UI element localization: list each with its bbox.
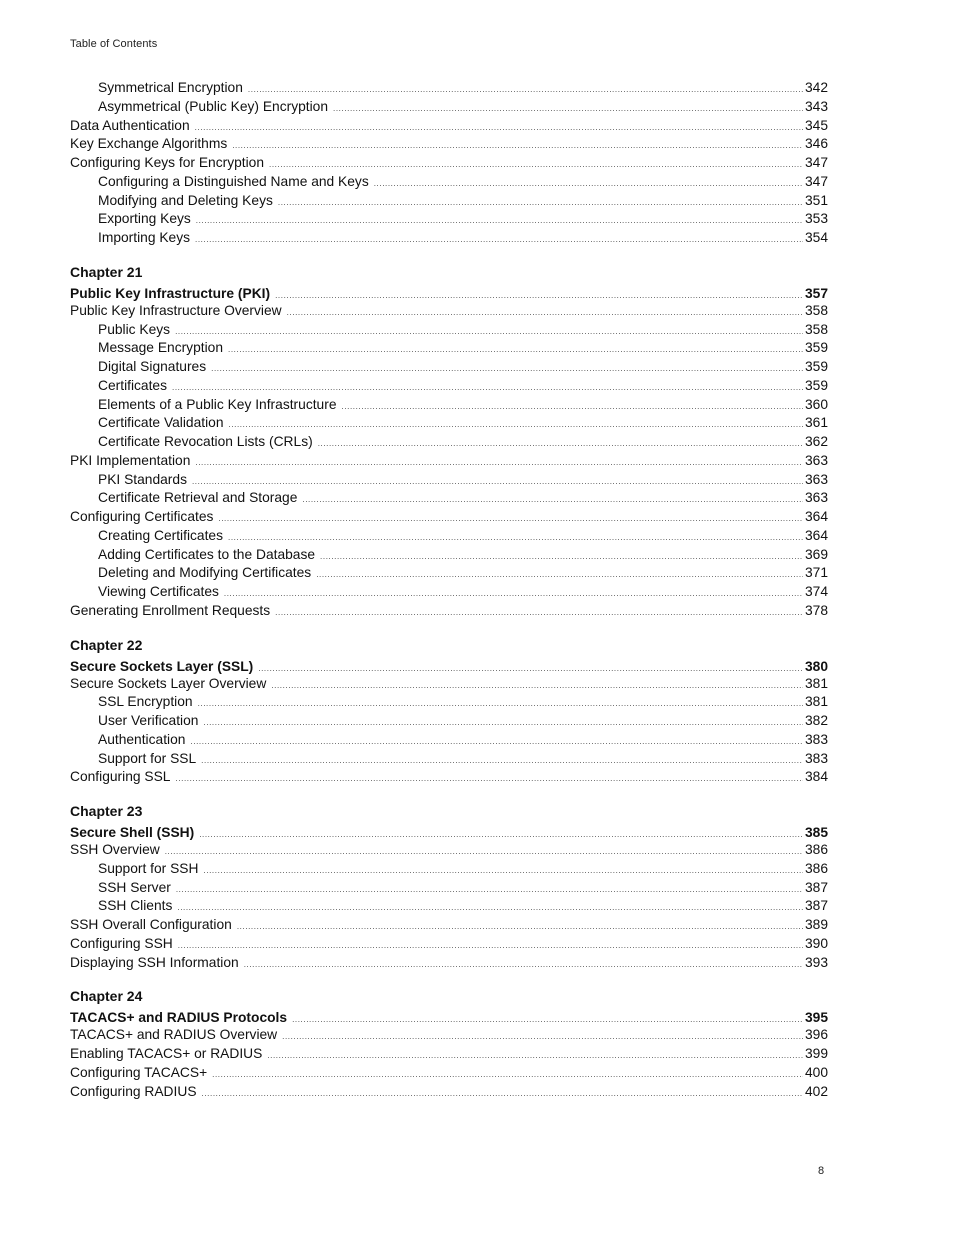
toc-entry-page: 364 [804, 509, 828, 524]
leader-dots [178, 937, 803, 956]
toc-entry-text: Certificates [98, 377, 168, 393]
toc-entry-page: 347 [804, 155, 828, 170]
leader-dots [316, 566, 803, 585]
toc-entry-page: 400 [804, 1064, 828, 1080]
toc-entry[interactable] [70, 750, 828, 769]
toc-entry-page: 390 [804, 935, 828, 951]
toc-entry-page: 383 [804, 750, 828, 766]
leader-dots [175, 323, 803, 342]
toc-entry-page: 364 [804, 527, 828, 543]
toc-entry-page: 386 [804, 860, 828, 876]
leader-dots [232, 137, 803, 156]
toc-entry[interactable] [70, 860, 828, 879]
leader-dots [282, 1028, 803, 1047]
toc-entry-text: Modifying and Deleting Keys [98, 192, 273, 208]
toc-entry[interactable] [70, 1026, 828, 1045]
toc-entry-text: Exporting Keys [98, 211, 191, 227]
toc-entry[interactable] [70, 527, 828, 546]
toc-entry[interactable] [70, 1045, 828, 1064]
toc-entry-text: Secure Sockets Layer Overview [70, 675, 267, 691]
toc-entry-page: 381 [804, 694, 828, 710]
toc-entry-text: Displaying SSH Information [70, 954, 239, 970]
toc-entry-page: 363 [804, 490, 828, 506]
toc-entry[interactable] [70, 583, 828, 602]
toc-entry[interactable] [70, 731, 828, 750]
toc-entry[interactable] [70, 675, 828, 694]
leader-dots [212, 1066, 803, 1085]
leader-dots [258, 661, 803, 677]
leader-dots [333, 100, 803, 119]
toc-entry[interactable] [70, 879, 828, 898]
toc-entry[interactable] [70, 192, 828, 211]
toc-entry-text: Deleting and Modifying Certificates [98, 565, 312, 581]
toc-entry[interactable] [70, 98, 828, 117]
toc-entry-text: Creating Certificates [98, 527, 223, 543]
leader-dots [177, 899, 803, 918]
toc-entry-page: 384 [804, 769, 828, 785]
chapter-page: 380 [804, 658, 828, 674]
chapter-label: Chapter 22 [70, 636, 143, 653]
leader-dots [275, 604, 803, 623]
toc-entry-text: Configuring Certificates [70, 509, 214, 524]
toc-entry-page: 347 [804, 173, 828, 189]
toc-entry[interactable] [70, 712, 828, 731]
toc-entry-text: Authentication [98, 731, 186, 747]
leader-dots [248, 81, 803, 100]
leader-dots [195, 119, 803, 138]
toc-entry-text: Public Key Infrastructure Overview [70, 302, 282, 318]
toc-entry[interactable] [70, 916, 828, 935]
toc-entry-text: Configuring Keys for Encryption [70, 155, 265, 170]
toc-entry[interactable] [70, 489, 828, 508]
toc-entry[interactable] [70, 173, 828, 192]
leader-dots [267, 1047, 803, 1066]
toc-entry-text: SSH Server [98, 879, 171, 895]
toc-entry-text: Elements of a Public Key Infrastructure [98, 396, 337, 412]
toc-entry-text: Message Encryption [98, 340, 224, 356]
toc-entry[interactable] [70, 452, 828, 471]
toc-entry-text: Digital Signatures [98, 359, 207, 374]
toc-entry-page: 345 [804, 117, 828, 133]
chapter-page: 395 [804, 1010, 828, 1026]
leader-dots [211, 360, 803, 379]
toc-entry-text: Certificate Revocation Lists (CRLs) [98, 434, 313, 449]
toc-entry-text: SSH Clients [98, 898, 173, 914]
toc-entry[interactable] [70, 414, 828, 433]
chapter-title: Public Key Infrastructure (PKI) [70, 285, 271, 301]
toc-entry-page: 362 [804, 434, 828, 449]
toc-entry[interactable] [70, 433, 828, 452]
toc-entry-text: Configuring a Distinguished Name and Keys [98, 173, 369, 189]
toc-entry-page: 343 [804, 98, 828, 114]
toc-entry-page: 353 [804, 211, 828, 227]
toc-entry-text: Certificate Retrieval and Storage [98, 490, 298, 506]
leader-dots [318, 435, 803, 454]
toc-entry-page: 360 [804, 396, 828, 412]
leader-dots [271, 677, 803, 696]
toc-entry-text: Configuring TACACS+ [70, 1064, 208, 1080]
toc-entry-text: Symmetrical Encryption [98, 80, 243, 95]
toc-entry-text: PKI Standards [98, 471, 187, 487]
chapter-page: 357 [804, 285, 828, 301]
chapter-label: Chapter 23 [70, 803, 143, 819]
toc-entry-text: TACACS+ and RADIUS Overview [70, 1027, 278, 1043]
running-header: Table of Contents [70, 38, 158, 50]
chapter-title-entry[interactable] [70, 286, 828, 302]
toc-entry-text: Asymmetrical (Public Key) Encryption [98, 98, 329, 114]
leader-dots [175, 770, 802, 789]
chapter-page: 385 [804, 825, 828, 840]
toc-entry-page: 383 [804, 731, 828, 747]
leader-dots [278, 194, 803, 213]
leader-dots [228, 341, 803, 360]
toc-entry-page: 359 [804, 340, 828, 356]
leader-dots [320, 548, 803, 567]
leader-dots [190, 733, 803, 752]
toc-entry[interactable] [70, 1083, 828, 1102]
leader-dots [199, 827, 803, 843]
toc-entry-page: 387 [804, 879, 828, 895]
toc-entry-page: 342 [804, 80, 828, 95]
toc-entry[interactable] [70, 1064, 828, 1083]
toc-entry[interactable] [70, 508, 828, 527]
leader-dots [218, 510, 803, 529]
leader-dots [275, 288, 803, 304]
toc-entry-page: 361 [804, 415, 828, 431]
chapter-title-entry[interactable] [70, 1010, 828, 1026]
toc-entry[interactable] [70, 321, 828, 340]
toc-entry-page: 387 [804, 898, 828, 914]
toc-entry-text: Support for SSH [98, 860, 199, 876]
toc-entry[interactable] [70, 693, 828, 712]
toc-entry-page: 358 [804, 302, 828, 318]
toc-entry-text: Support for SSL [98, 750, 197, 766]
toc-entry-page: 363 [804, 452, 828, 468]
toc-entry[interactable] [70, 935, 828, 954]
toc-entry-page: 396 [804, 1027, 828, 1043]
toc-entry[interactable] [70, 229, 828, 248]
toc-entry-page: 351 [804, 192, 828, 208]
chapter-label: Chapter 24 [70, 988, 143, 1005]
leader-dots [224, 585, 803, 604]
leader-dots [195, 231, 803, 250]
leader-dots [198, 695, 803, 714]
toc-entry-page: 369 [804, 546, 828, 562]
leader-dots [202, 1085, 803, 1104]
toc-entry-text: Enabling TACACS+ or RADIUS [70, 1046, 263, 1061]
toc-entry[interactable] [70, 768, 828, 787]
toc-entry[interactable] [70, 302, 828, 321]
page-number: 8 [818, 1165, 825, 1177]
toc-entry-text: User Verification [98, 713, 199, 728]
toc-entry-text: Adding Certificates to the Database [98, 546, 316, 562]
toc-entry[interactable] [70, 897, 828, 916]
toc-entry-text: Configuring RADIUS [70, 1083, 197, 1099]
leader-dots [287, 304, 803, 323]
chapter-title: TACACS+ and RADIUS Protocols [70, 1010, 288, 1026]
toc-entry-page: 382 [804, 713, 828, 728]
chapter-title-entry[interactable] [70, 659, 828, 675]
toc-entry-text: SSL Encryption [98, 694, 193, 710]
toc-entry-text: SSH Overall Configuration [70, 917, 232, 932]
leader-dots [195, 454, 803, 473]
chapter-title: Secure Shell (SSH) [70, 825, 195, 840]
toc-entry[interactable] [70, 396, 828, 415]
toc-entry-page: 346 [804, 136, 828, 152]
chapter-label: Chapter 21 [70, 263, 143, 280]
leader-dots [292, 1012, 803, 1028]
leader-dots [201, 752, 803, 771]
toc-entry[interactable] [70, 339, 828, 358]
toc-entry-text: Public Keys [98, 321, 171, 337]
leader-dots [342, 398, 803, 417]
toc-entry-text: Data Authentication [70, 117, 190, 133]
toc-entry[interactable] [70, 79, 828, 98]
toc-entry[interactable] [70, 154, 828, 173]
toc-entry[interactable] [70, 471, 828, 490]
leader-dots [302, 491, 803, 510]
toc-entry[interactable] [70, 135, 828, 154]
leader-dots [196, 212, 803, 231]
leader-dots [244, 956, 803, 975]
toc-entry-page: 393 [804, 954, 828, 970]
toc-entry-text: Generating Enrollment Requests [70, 602, 271, 618]
toc-entry-page: 386 [804, 842, 828, 857]
toc-entry-text: Configuring SSL [70, 769, 171, 785]
toc-entry[interactable] [70, 210, 828, 229]
toc-entry-text: SSH Overview [70, 842, 160, 857]
leader-dots [176, 881, 803, 900]
toc-entry-page: 402 [804, 1083, 828, 1099]
chapter-title: Secure Sockets Layer (SSL) [70, 658, 254, 674]
table-of-contents [70, 79, 828, 1101]
toc-entry-page: 374 [804, 584, 828, 599]
leader-dots [203, 862, 803, 881]
toc-entry-page: 359 [804, 359, 828, 374]
toc-entry-page: 359 [804, 377, 828, 393]
toc-entry-page: 378 [804, 602, 828, 618]
toc-entry-page: 399 [804, 1046, 828, 1061]
toc-entry[interactable] [70, 377, 828, 396]
toc-entry-page: 354 [804, 230, 828, 245]
chapter-title-entry[interactable] [70, 825, 828, 841]
toc-entry[interactable] [70, 117, 828, 136]
leader-dots [229, 416, 803, 435]
toc-entry[interactable] [70, 358, 828, 377]
toc-entry-page: 381 [804, 675, 828, 691]
toc-entry-text: Configuring SSH [70, 935, 173, 951]
toc-entry[interactable] [70, 954, 828, 973]
toc-entry[interactable] [70, 841, 828, 860]
leader-dots [203, 714, 803, 733]
leader-dots [374, 175, 803, 194]
toc-entry-text: Key Exchange Algorithms [70, 136, 228, 152]
toc-entry-text: PKI Implementation [70, 452, 191, 468]
toc-entry-text: Certificate Validation [98, 415, 224, 431]
toc-entry[interactable] [70, 564, 828, 583]
toc-entry[interactable] [70, 602, 828, 621]
toc-entry[interactable] [70, 546, 828, 565]
toc-entry-text: Importing Keys [98, 230, 191, 245]
toc-entry-page: 389 [804, 917, 828, 932]
toc-entry-page: 371 [804, 565, 828, 581]
toc-entry-text: Viewing Certificates [98, 584, 219, 599]
leader-dots [165, 843, 803, 862]
toc-entry-page: 358 [804, 321, 828, 337]
toc-entry-page: 363 [804, 471, 828, 487]
leader-dots [237, 918, 803, 937]
